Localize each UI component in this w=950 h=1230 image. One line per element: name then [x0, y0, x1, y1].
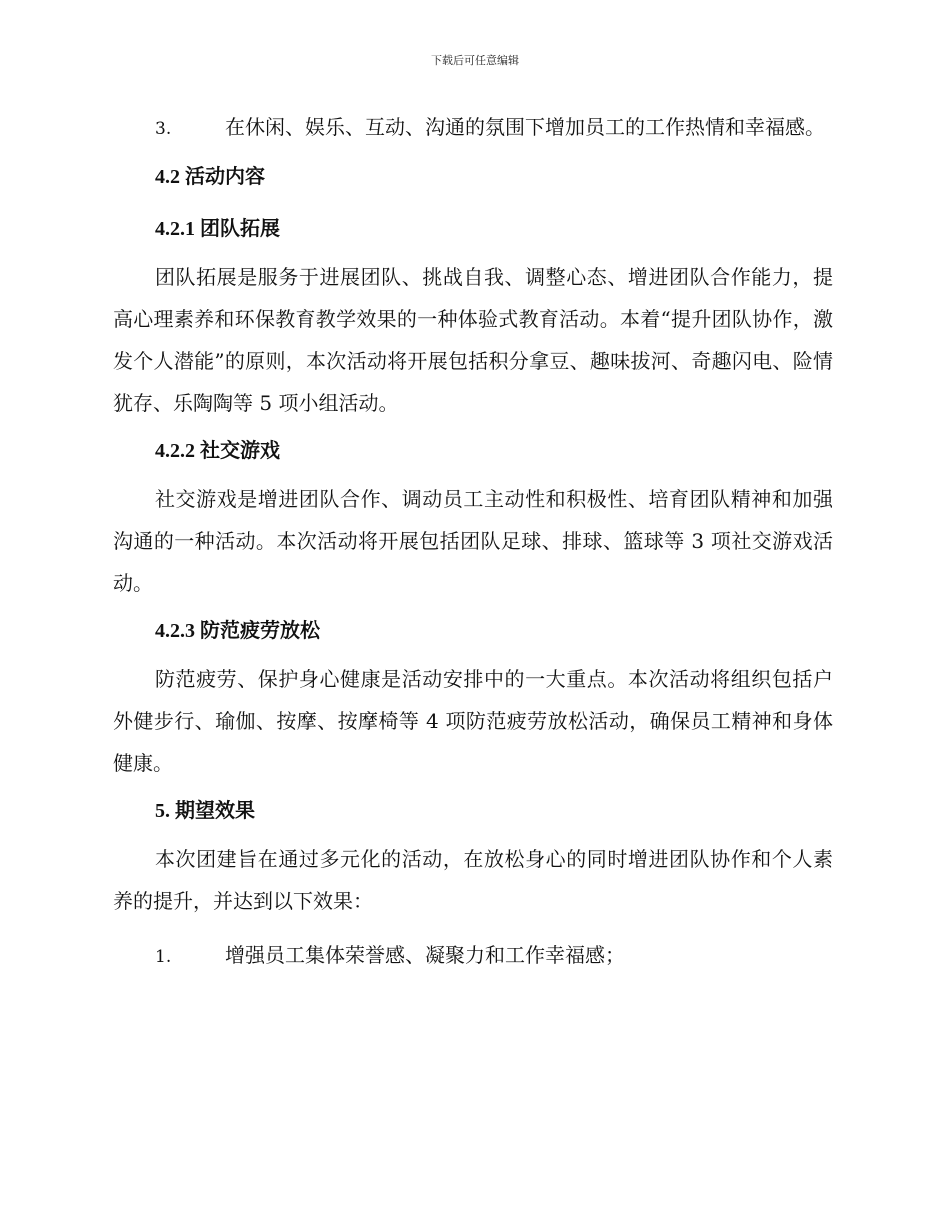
- paragraph-team-building: 团队拓展是服务于进展团队、挑战自我、调整心态、增进团队合作能力，提高心理素养和环保教育教学效果的一种体验式教育活动。本着“提升团队协作，激发个人潜能”的原则，本次活动将开展包括积分拿豆、趣味拔河、奇趣闪电、险情犹存、乐陶陶等 5 项小组活动。: [113, 265, 833, 415]
- list-text: 在休闲、娱乐、互动、沟通的氛围下增加员工的工作热情和幸福感。: [225, 115, 825, 139]
- section-heading-4-2-2: 4.2.2 社交游戏: [155, 440, 280, 462]
- paragraph-expected-effects: 本次团建旨在通过多元化的活动，在放松身心的同时增进团队协作和个人素养的提升，并达到以下效果：: [113, 847, 833, 913]
- paragraph-social-games: 社交游戏是增进团队合作、调动员工主动性和积极性、培育团队精神和加强沟通的一种活动。本次活动将开展包括团队足球、排球、篮球等 3 项社交游戏活动。: [113, 487, 833, 595]
- list-number: 1.: [155, 947, 172, 967]
- section-heading-4-2-1: 4.2.1 团队拓展: [155, 218, 280, 240]
- list-number: 3.: [155, 119, 172, 139]
- list-text: 增强员工集体荣誉感、凝聚力和工作幸福感；: [225, 943, 625, 967]
- section-heading-4-2-3: 4.2.3 防范疲劳放松: [155, 620, 320, 642]
- document-body: [113, 106, 833, 978]
- section-heading-5: 5. 期望效果: [155, 800, 255, 822]
- list-item-3: [113, 106, 833, 150]
- list-item-1: [113, 934, 833, 978]
- page-header: 下载后可任意编辑: [431, 54, 519, 67]
- paragraph-fatigue-relief: 防范疲劳、保护身心健康是活动安排中的一大重点。本次活动将组织包括户外健步行、瑜伽、按摩、按摩椅等 4 项防范疲劳放松活动，确保员工精神和身体健康。: [113, 667, 833, 775]
- section-heading-4-2: 4.2 活动内容: [155, 166, 265, 188]
